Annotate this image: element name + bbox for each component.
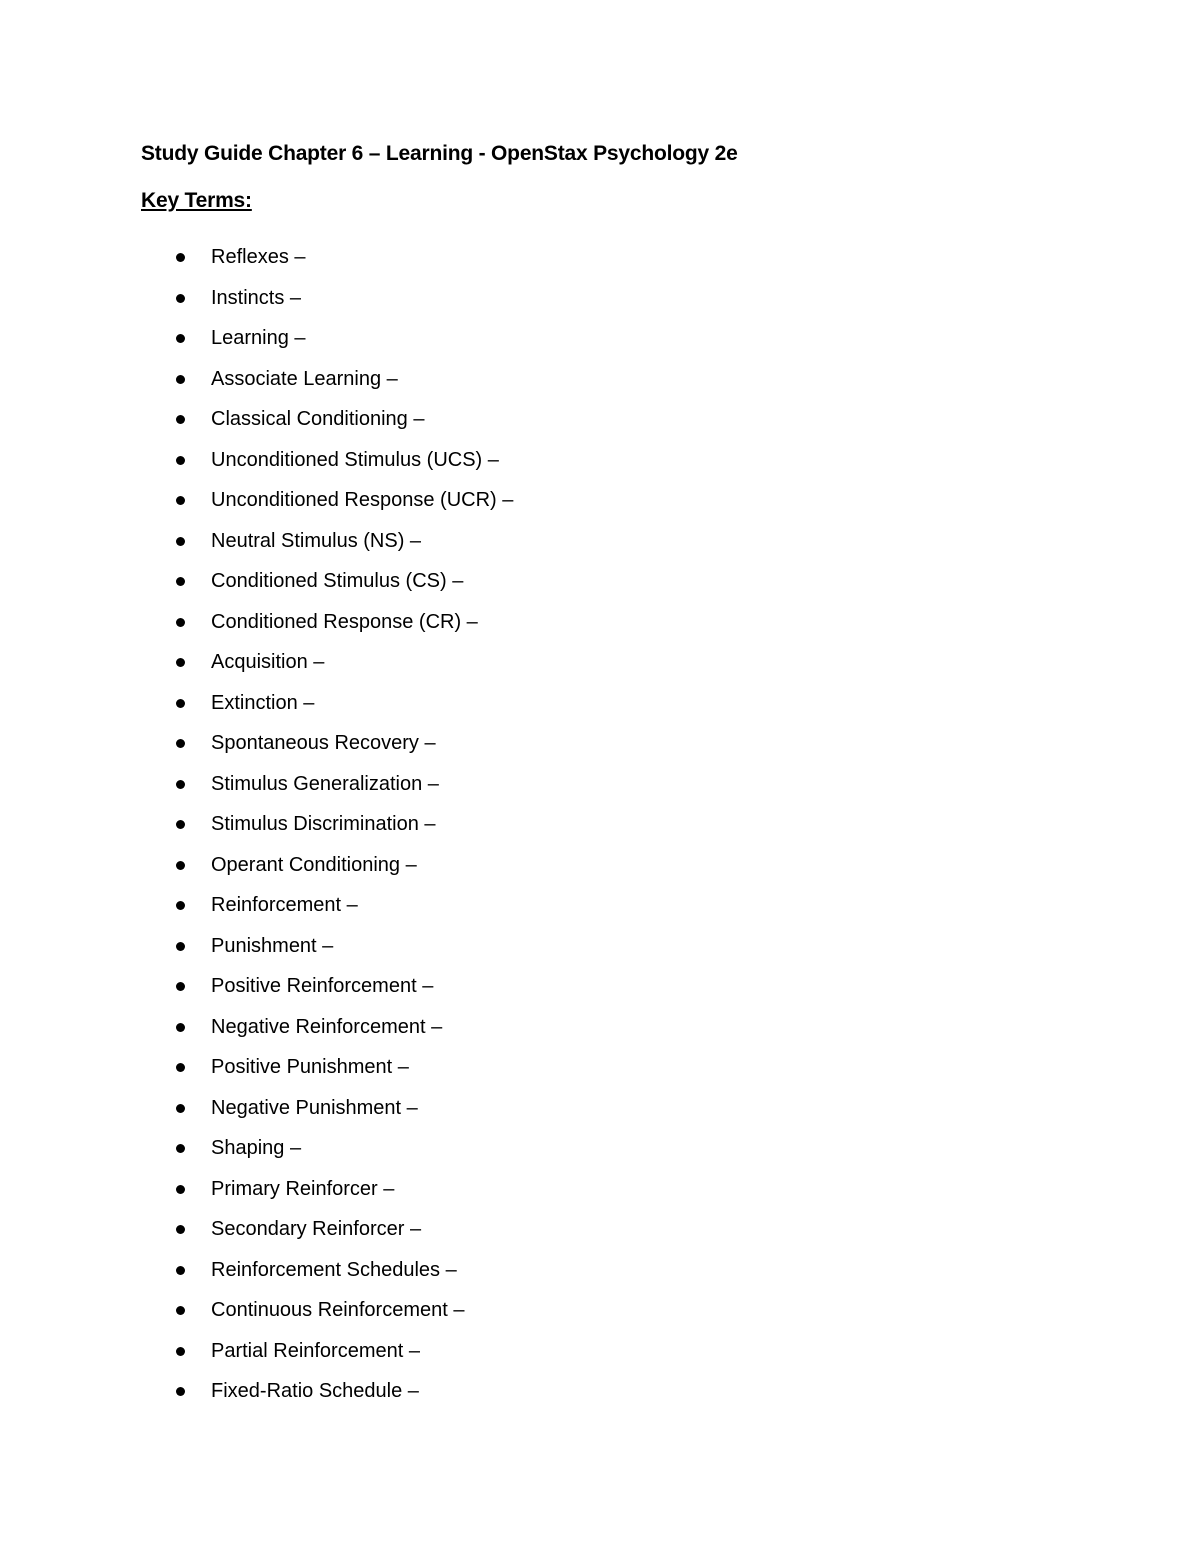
term-label: Neutral Stimulus (NS) – <box>211 529 422 552</box>
term-label: Learning – <box>211 327 306 349</box>
bullet-icon <box>176 1306 185 1315</box>
term-label: Negative Punishment – <box>211 1096 418 1119</box>
term-label: Shaping – <box>211 1137 302 1159</box>
term-label: Extinction – <box>211 691 315 714</box>
list-item <box>0 929 1000 970</box>
term-label: Associate Learning – <box>211 367 398 390</box>
term-label: Classical Conditioning – <box>211 408 425 430</box>
term-label: Reflexes – <box>211 246 306 268</box>
list-item <box>0 402 1000 443</box>
list-item <box>0 483 1000 524</box>
bullet-icon <box>176 1266 185 1275</box>
term-label: Unconditioned Response (UCR) – <box>211 489 514 511</box>
bullet-icon <box>176 456 185 465</box>
bullet-icon <box>176 618 185 627</box>
term-label: Fixed-Ratio Schedule – <box>211 1380 419 1402</box>
term-label: Partial Reinforcement – <box>211 1339 420 1362</box>
list-item <box>0 321 1000 362</box>
bullet-icon <box>176 820 185 829</box>
term-label: Punishment – <box>211 934 334 957</box>
term-label: Conditioned Response (CR) – <box>211 610 478 633</box>
term-label: Instincts – <box>211 286 302 309</box>
bullet-icon <box>176 1023 185 1032</box>
term-label: Unconditioned Stimulus (UCS) – <box>211 448 499 471</box>
list-item <box>0 1050 1000 1091</box>
list-item <box>0 1010 1000 1051</box>
term-label: Conditioned Stimulus (CS) – <box>211 570 464 592</box>
list-item <box>0 281 1000 322</box>
term-label: Stimulus Discrimination – <box>211 813 436 835</box>
term-label: Positive Reinforcement – <box>211 975 434 997</box>
list-item <box>0 605 1000 646</box>
bullet-icon <box>176 577 185 586</box>
bullet-icon <box>176 1185 185 1194</box>
list-item <box>0 1334 1000 1375</box>
list-item <box>0 645 1000 686</box>
list-item <box>0 1253 1000 1294</box>
bullet-icon <box>176 334 185 343</box>
list-item <box>0 443 1000 484</box>
bullet-icon <box>176 1063 185 1072</box>
term-label: Negative Reinforcement – <box>211 1015 443 1038</box>
list-item <box>0 240 1000 281</box>
list-item <box>0 686 1000 727</box>
list-item <box>0 969 1000 1010</box>
list-item <box>0 524 1000 565</box>
bullet-icon <box>176 1387 185 1396</box>
term-label: Acquisition – <box>211 651 325 673</box>
key-terms-heading: Key Terms: <box>141 189 252 212</box>
bullet-icon <box>176 901 185 910</box>
bullet-icon <box>176 375 185 384</box>
term-label: Spontaneous Recovery – <box>211 732 436 754</box>
bullet-icon <box>176 1144 185 1153</box>
term-label: Reinforcement – <box>211 894 358 916</box>
list-item <box>0 362 1000 403</box>
list-item <box>0 726 1000 767</box>
bullet-icon <box>176 1225 185 1234</box>
bullet-icon <box>176 496 185 505</box>
list-item <box>0 564 1000 605</box>
bullet-icon <box>176 537 185 546</box>
list-item <box>0 888 1000 929</box>
list-item <box>0 1212 1000 1253</box>
bullet-icon <box>176 699 185 708</box>
bullet-icon <box>176 942 185 951</box>
bullet-icon <box>176 1347 185 1356</box>
bullet-icon <box>176 982 185 991</box>
term-label: Operant Conditioning – <box>211 853 417 876</box>
bullet-icon <box>176 253 185 262</box>
list-item <box>0 1374 1000 1415</box>
bullet-icon <box>176 658 185 667</box>
key-terms-list <box>0 240 1000 1415</box>
bullet-icon <box>176 780 185 789</box>
list-item <box>0 1091 1000 1132</box>
term-label: Positive Punishment – <box>211 1056 409 1078</box>
bullet-icon <box>176 415 185 424</box>
bullet-icon <box>176 739 185 748</box>
list-item <box>0 807 1000 848</box>
document-title: Study Guide Chapter 6 – Learning - OpenStax Psychology 2e <box>141 142 738 165</box>
list-item <box>0 1172 1000 1213</box>
term-label: Reinforcement Schedules – <box>211 1258 457 1281</box>
list-item <box>0 1293 1000 1334</box>
list-item <box>0 1131 1000 1172</box>
bullet-icon <box>176 861 185 870</box>
bullet-icon <box>176 1104 185 1113</box>
term-label: Stimulus Generalization – <box>211 772 439 795</box>
term-label: Primary Reinforcer – <box>211 1177 395 1200</box>
list-item <box>0 848 1000 889</box>
bullet-icon <box>176 294 185 303</box>
term-label: Continuous Reinforcement – <box>211 1299 465 1321</box>
term-label: Secondary Reinforcer – <box>211 1218 422 1240</box>
list-item <box>0 767 1000 808</box>
